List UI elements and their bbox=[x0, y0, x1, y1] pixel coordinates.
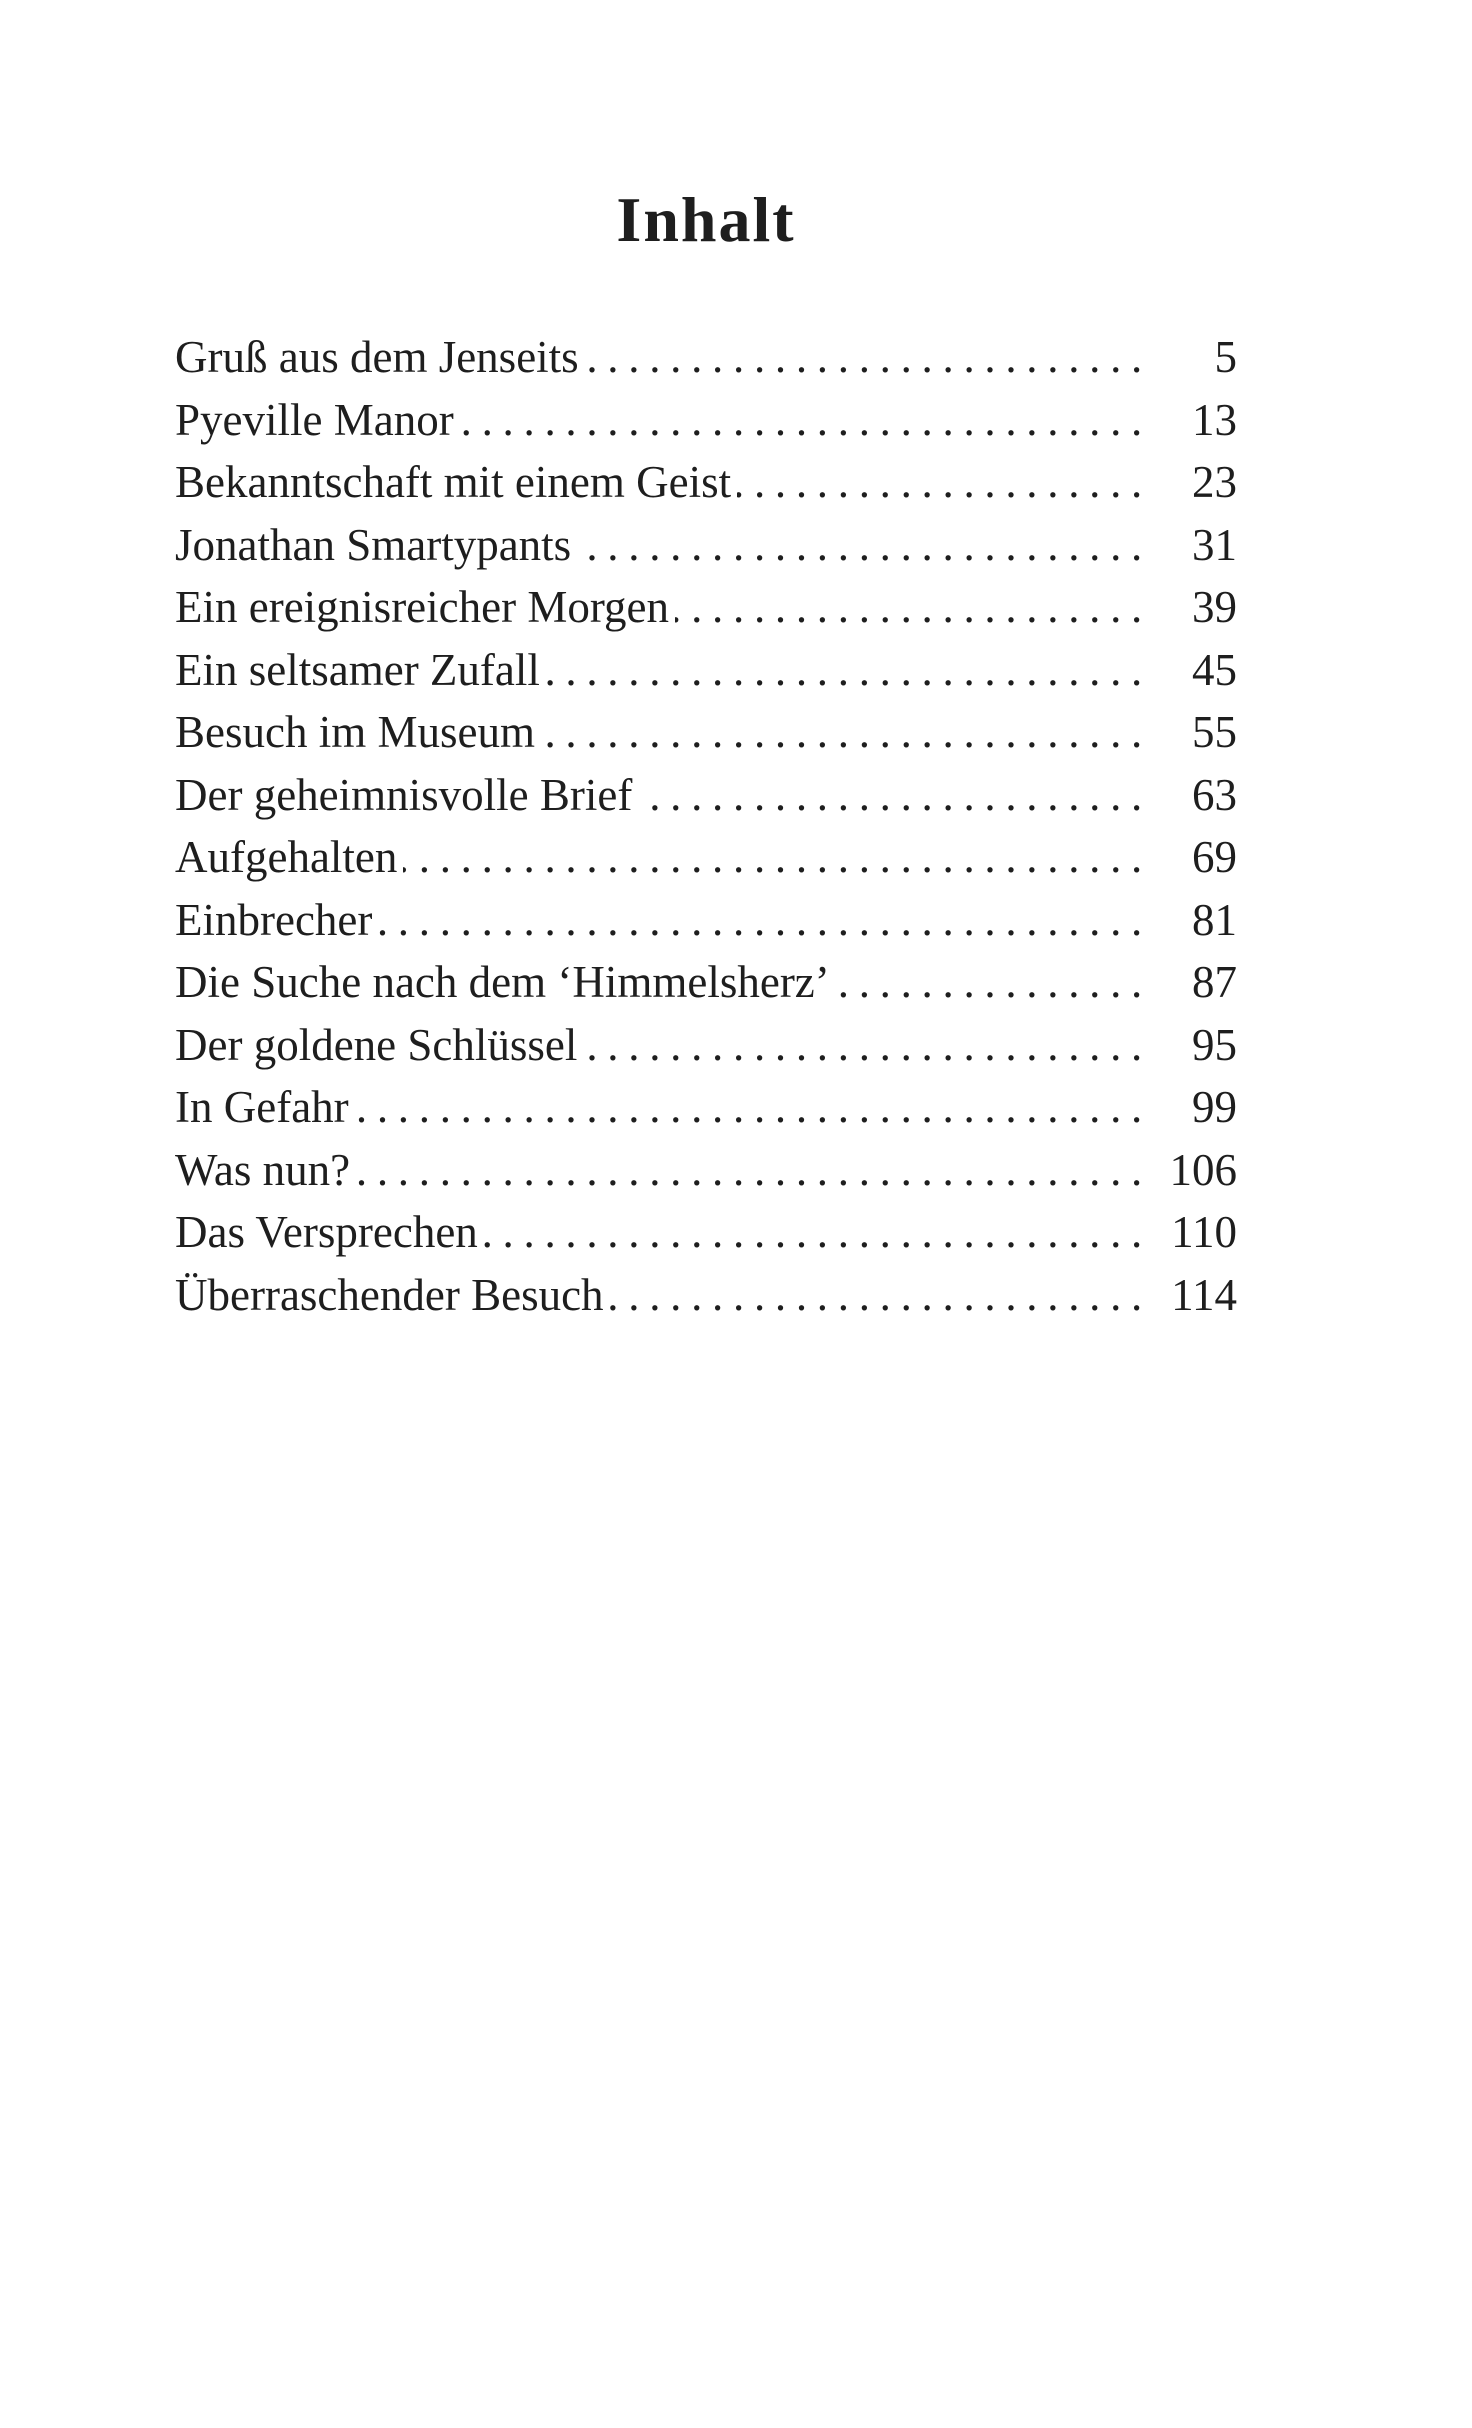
toc-entry-title: Besuch im Museum bbox=[175, 707, 535, 757]
toc-entry-title: Ein seltsamer Zufall bbox=[175, 644, 540, 695]
dot-leader bbox=[355, 1076, 1152, 1139]
dot-leader bbox=[836, 951, 1152, 1014]
dot-leader bbox=[675, 576, 1152, 639]
toc-entry bbox=[175, 826, 1237, 889]
toc-entry bbox=[175, 1139, 1237, 1202]
dot-leader bbox=[610, 1264, 1152, 1327]
toc-entry bbox=[175, 389, 1237, 452]
toc-entry bbox=[175, 639, 1237, 702]
dot-leader bbox=[638, 764, 1152, 827]
dot-leader bbox=[577, 514, 1152, 577]
toc-entry bbox=[175, 326, 1237, 389]
toc-entry bbox=[175, 1264, 1237, 1327]
toc-entry-page: 13 bbox=[1192, 394, 1237, 445]
toc-entry-page: 63 bbox=[1192, 769, 1237, 820]
toc-entry-title: Jonathan Smartypants bbox=[175, 519, 572, 570]
dot-leader bbox=[546, 639, 1152, 702]
toc-entry-page: 45 bbox=[1192, 644, 1237, 695]
toc-entry-page: 69 bbox=[1192, 832, 1237, 882]
toc-entry-title: In Gefahr bbox=[175, 1082, 349, 1132]
toc-entry-page: 87 bbox=[1192, 957, 1237, 1007]
dot-leader bbox=[541, 701, 1152, 764]
toc-content bbox=[175, 184, 1237, 1326]
toc-entry-page: 114 bbox=[1171, 1269, 1237, 1320]
toc-entry bbox=[175, 1201, 1237, 1264]
toc-entry-title: Ein ereignisreicher Morgen bbox=[175, 582, 669, 632]
dot-leader bbox=[585, 326, 1152, 389]
toc-entry bbox=[175, 451, 1237, 514]
toc-entry-title: Der geheimnisvolle Brief bbox=[175, 769, 633, 820]
toc-entry bbox=[175, 889, 1237, 952]
dot-leader bbox=[403, 826, 1152, 889]
page-title: Inhalt bbox=[616, 184, 796, 255]
toc-entry-page: 110 bbox=[1171, 1207, 1237, 1257]
dot-leader bbox=[484, 1201, 1152, 1264]
toc-entry-title: Was nun? bbox=[175, 1144, 351, 1195]
toc-entry-title: Die Suche nach dem ‘Himmelsherz’ bbox=[175, 957, 830, 1007]
toc-entry bbox=[175, 1076, 1237, 1139]
toc-entry bbox=[175, 1014, 1237, 1077]
toc-entry-page: 106 bbox=[1169, 1144, 1237, 1195]
dot-leader bbox=[356, 1139, 1152, 1202]
toc-entry-page: 55 bbox=[1192, 707, 1237, 757]
toc-entry-title: Bekanntschaft mit einem Geist bbox=[175, 457, 732, 507]
toc-entry-page: 31 bbox=[1192, 519, 1237, 570]
toc-list bbox=[175, 326, 1237, 1326]
toc-entry-title: Pyeville Manor bbox=[175, 394, 454, 445]
toc-entry-title: Überraschender Besuch bbox=[175, 1269, 604, 1320]
toc-entry-page: 99 bbox=[1192, 1082, 1237, 1132]
toc-entry bbox=[175, 514, 1237, 577]
toc-entry-page: 23 bbox=[1192, 457, 1237, 507]
toc-entry-title: Gruß aus dem Jenseits bbox=[175, 332, 579, 382]
toc-entry-title: Das Versprechen bbox=[175, 1207, 478, 1257]
toc-entry-page: 5 bbox=[1214, 332, 1237, 382]
toc-entry-title: Einbrecher bbox=[175, 894, 373, 945]
dot-leader bbox=[737, 451, 1152, 514]
toc-entry-page: 95 bbox=[1192, 1019, 1237, 1070]
toc-entry-page: 39 bbox=[1192, 582, 1237, 632]
dot-leader bbox=[583, 1014, 1152, 1077]
book-page bbox=[0, 184, 1472, 2428]
toc-entry-page: 81 bbox=[1192, 894, 1237, 945]
toc-entry bbox=[175, 701, 1237, 764]
toc-entry-title: Aufgehalten bbox=[175, 832, 398, 882]
toc-entry-title: Der goldene Schlüssel bbox=[175, 1019, 578, 1070]
dot-leader bbox=[378, 889, 1152, 952]
toc-entry bbox=[175, 576, 1237, 639]
toc-entry bbox=[175, 764, 1237, 827]
dot-leader bbox=[460, 389, 1152, 452]
toc-entry bbox=[175, 951, 1237, 1014]
